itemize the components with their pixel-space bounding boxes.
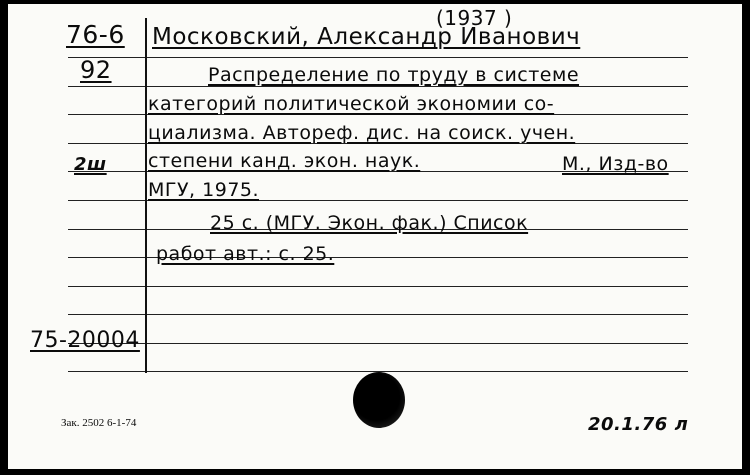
margin-line: [145, 18, 147, 373]
author-years: (1937 ): [436, 6, 513, 30]
title-line-2: категорий политической экономии со-: [148, 93, 555, 115]
bibliography-note: работ авт.: с. 25.: [156, 243, 335, 265]
pages-series: 25 с. (МГУ. Экон. фак.) Список: [210, 212, 529, 234]
title-line-4: степени канд. экон. наук.: [148, 150, 421, 172]
rule-line: [68, 86, 688, 87]
rule-line: [68, 286, 688, 287]
shelf-code: 76-6: [66, 20, 125, 49]
publisher-year: МГУ, 1975.: [148, 179, 260, 201]
title-line-3: циализма. Автореф. дис. на соиск. учен.: [148, 122, 576, 144]
publisher: М., Изд-во: [562, 153, 669, 175]
rule-line: [68, 57, 688, 58]
rule-line: [68, 314, 688, 315]
date-note: 20.1.76 л: [588, 414, 689, 435]
catalog-card: [8, 4, 742, 469]
title-line-1: Распределение по труду в системе: [208, 64, 580, 86]
subcode: 92: [80, 56, 112, 84]
accession-number: 75-20004: [30, 328, 140, 353]
ink-blot: [353, 372, 405, 428]
author-marker: 2ш: [74, 154, 107, 175]
author-name: Московский, Александр Иванович: [152, 24, 581, 50]
rule-line: [68, 343, 688, 344]
printer-note: Зак. 2502 6-1-74: [61, 417, 137, 429]
